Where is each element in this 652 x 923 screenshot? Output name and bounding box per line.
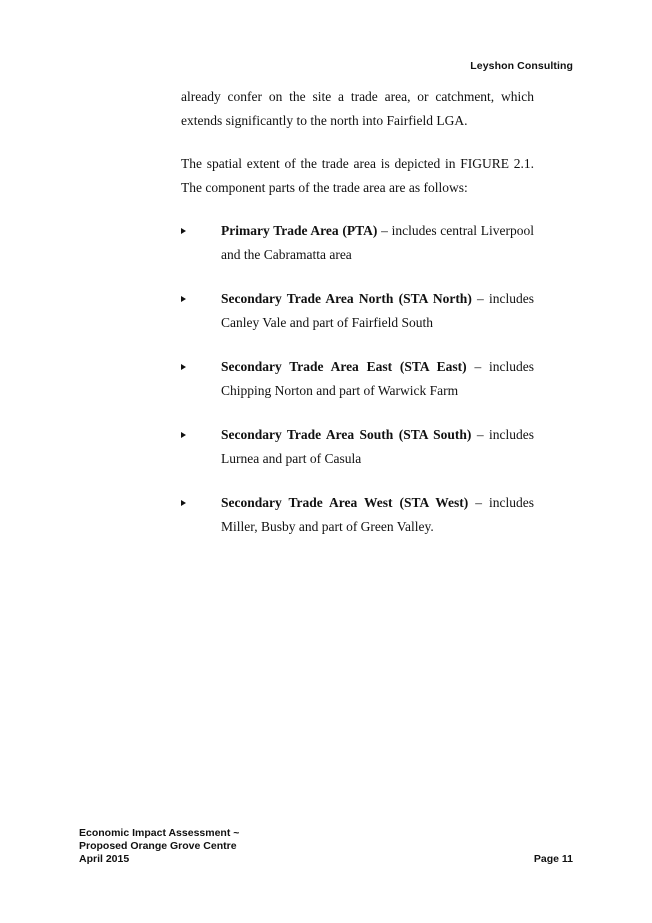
list-item — [181, 355, 534, 403]
bullet-description: – includes Chipping Norton and part of Warwick Farm — [221, 359, 534, 398]
bullet-term: Secondary Trade Area East (STA East) — [221, 359, 467, 374]
bullet-description: – includes Canley Vale and part of Fairfield South — [221, 291, 534, 330]
bullet-description: – includes central Liverpool and the Cabramatta area — [221, 223, 534, 262]
triangle-bullet-icon — [181, 228, 186, 234]
list-item — [181, 287, 534, 335]
bullet-description: – includes Miller, Busby and part of Green Valley. — [221, 495, 534, 534]
bullet-term: Secondary Trade Area North (STA North) — [221, 291, 472, 306]
triangle-bullet-icon — [181, 500, 186, 506]
header-company: Leyshon Consulting — [470, 60, 573, 72]
triangle-bullet-icon — [181, 432, 186, 438]
bullet-term: Secondary Trade Area West (STA West) — [221, 495, 469, 510]
bullet-description: – includes Lurnea and part of Casula — [221, 427, 534, 466]
footer-subtitle: Proposed Orange Grove Centre — [79, 840, 237, 852]
triangle-bullet-icon — [181, 364, 186, 370]
trade-area-list — [181, 219, 534, 559]
page-number: Page 11 — [533, 853, 573, 865]
bullet-term: Primary Trade Area (PTA) — [221, 223, 378, 238]
list-item — [181, 491, 534, 539]
footer-date: April 2015 — [79, 853, 130, 865]
list-item — [181, 219, 534, 267]
bullet-term: Secondary Trade Area South (STA South) — [221, 427, 472, 442]
triangle-bullet-icon — [181, 296, 186, 302]
paragraph-spatial-extent: The spatial extent of the trade area is depicted in FIGURE 2.1. The component parts of the trade area are as follows: — [181, 156, 534, 195]
footer-document-info — [79, 827, 239, 866]
list-item — [181, 423, 534, 471]
footer-title: Economic Impact Assessment ~ — [79, 827, 240, 839]
paragraph-catchment: already confer on the site a trade area, or catchment, which extends significantly to the north into Fairfield LGA. — [181, 89, 534, 128]
